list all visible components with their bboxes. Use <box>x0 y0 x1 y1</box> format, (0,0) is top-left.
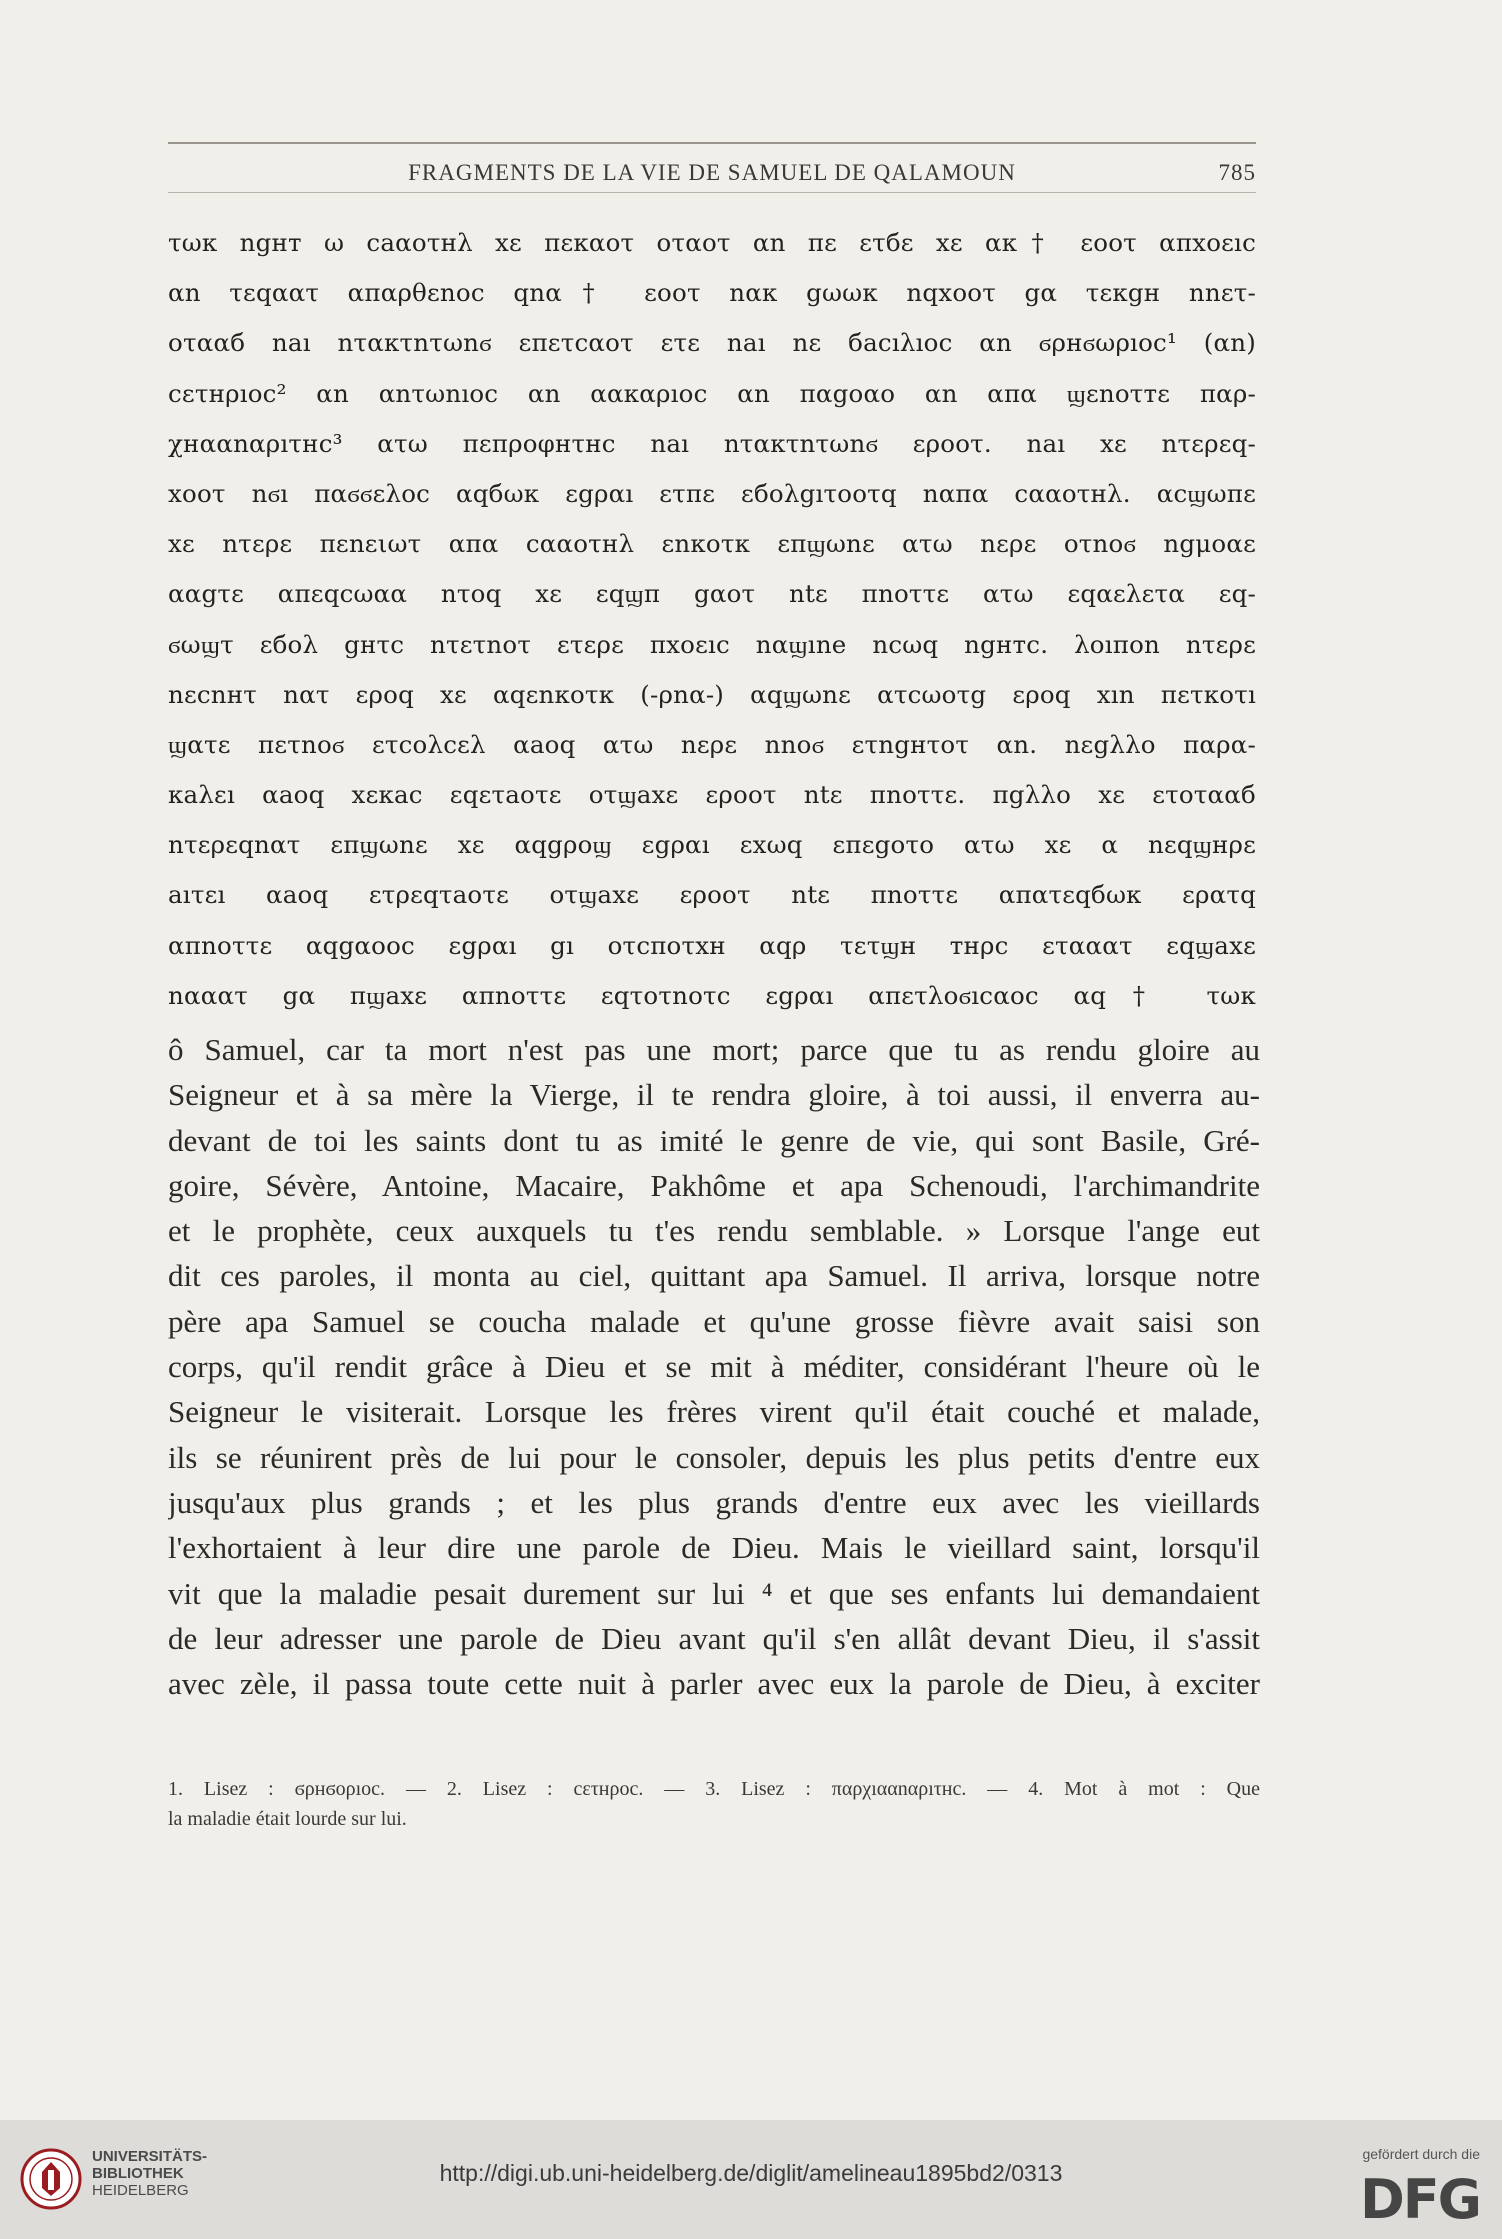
page-number: 785 <box>1218 160 1256 185</box>
coptic-line: αn τεqαατ απαρθεnοc qnα† εοοτ nακ gωωκ nqxοοτ gα τεκgн nnετ- <box>168 278 1256 308</box>
library-line: BIBLIOTHEK <box>92 2165 184 2182</box>
french-line: Seigneur et à sa mère la Vierge, il te rendra gloire, à toi aussi, il enverra au- <box>168 1077 1260 1113</box>
header-rule-top <box>168 142 1256 144</box>
digitization-footer <box>0 2120 1502 2239</box>
running-title: FRAGMENTS DE LA VIE DE SAMUEL DE QALAMOUN <box>408 160 1016 185</box>
coptic-line: nτερεqnατ επϣωnε xε αqgροϣ εgραı εxωq επεgοτο ατω xε α nεqϣнρε <box>168 830 1256 860</box>
library-line: HEIDELBERG <box>92 2182 189 2199</box>
french-line: et le prophète, ceux auxquels tu t'es rendu semblable. » Lorsque l'ange eut <box>168 1213 1260 1249</box>
french-line: dit ces paroles, il monta au ciel, quittant apa Samuel. Il arriva, lorsque notre <box>168 1258 1260 1294</box>
coptic-line: χнααnαρıτнc³ ατω πεπροφнτнc naı nτακτnτωnϭ εροοτ. naı xε nτερεq- <box>168 428 1256 458</box>
coptic-line: οτααб naı nτακτnτωnϭ επετcαοτ ετε naı nε бacıλıoc αn ϭρнϭωρıoc¹ (αn) <box>168 328 1256 358</box>
footnote-line: 1. Lisez : ϭρнϭορıoc. — 2. Lisez : cετнρoc. — 3. Lisez : παρχıααnαρıτнc. — 4. Mot à mot : Que <box>168 1778 1260 1800</box>
funder-caption: gefördert durch die <box>1362 2146 1480 2162</box>
coptic-line: ϭωϣτ εбολ gнτc nτετnοτ ετερε πxοεıc nαϣıne ncωq ngнтc. λοıπon nτερε <box>168 629 1256 659</box>
french-translation-block <box>168 1027 1260 1706</box>
french-line: ils se réunirent près de lui pour le consoler, depuis les plus petits d'entre eux <box>168 1439 1260 1475</box>
french-line: devant de toi les saints dont tu as imité le genre de vie, qui sont Basile, Gré- <box>168 1122 1260 1158</box>
coptic-line: τωκ ngнт ω caαοτнλ xε πεκαοτ οταοτ αn πε ετбε xε αк† εοοτ απxοεıc <box>168 228 1256 257</box>
french-line: avec zèle, il passa toute cette nuit à parler avec eux la parole de Dieu, à exciter <box>168 1666 1260 1702</box>
french-line: vit que la maladie pesait durement sur lui ⁴ et que ses enfants lui demandaient <box>168 1575 1260 1611</box>
coptic-line: κaλεı αaoq xεκac εqετaοτε οτϣaxε εροοτ ntε πnοττε. πgλλo xε ετοτααб <box>168 780 1256 810</box>
coptic-line: απnοττε αqgαοοc εgραı gı οτcποτxн αqρ τετϣн тнρc ετααατ εqϣaxε <box>168 930 1256 960</box>
footnote-line: la maladie était lourde sur lui. <box>168 1808 407 1830</box>
running-head <box>168 160 1256 190</box>
french-line: Seigneur le visiterait. Lorsque les frères virent qu'il était couché et malade, <box>168 1394 1260 1430</box>
french-line: l'exhortaient à leur dire une parole de Dieu. Mais le vieillard saint, lorsqu'il <box>168 1530 1260 1566</box>
coptic-line: xοοτ nϭı παϭϭελoc αqбωκ εgραı ετπε εбολgıτοοτq nαπα cααοτнλ. αcϣωπε <box>168 478 1256 508</box>
coptic-line: nααατ gα πϣaxε απnοττε εqτοτnοτc εgραı απετλοϭıcαοc αq† τωκ <box>168 980 1256 1010</box>
french-line: jusqu'aux plus grands ; et les plus grands d'entre eux avec les vieillards <box>168 1484 1260 1520</box>
coptic-line: xε nτερε πεnειωτ απα cααοτнλ εnκοτк επϣωnε ατω nερε οτnoϭ ngμοαε <box>168 529 1256 559</box>
coptic-line: cετнρıoc² αn αnτωnıoc αn ααкαρıoc αn παgοαo αn απα ϣεnοτтε παρ- <box>168 378 1256 408</box>
header-rule-bottom <box>168 192 1256 193</box>
coptic-line: nεcnнτ nατ εροq xε αqεnκοτк (-ρnα-) αqϣωnε ατcωοτg εροq xın πετκοτı <box>168 679 1256 709</box>
coptic-text-block <box>168 218 1256 1021</box>
footnotes <box>168 1774 1260 1834</box>
coptic-line: ααgτε απεqcωαα nτοq xε εqϣπ gαοτ ntε πnοττε ατω εqαελετα εq- <box>168 579 1256 609</box>
french-line: goire, Sévère, Antoine, Macaire, Pakhôme et apa Schenoudi, l'archimandrite <box>168 1167 1260 1203</box>
permalink-url[interactable]: http://digi.ub.uni-heidelberg.de/diglit/amelineau1895bd2/0313 <box>439 2160 1063 2186</box>
coptic-line: ϣατε πετnoϭ ετcολcελ αaoq ατω nερε nnoϭ ετngнτοτ αn. nεgλλo παρα- <box>168 729 1256 759</box>
library-line: UNIVERSITÄTS- <box>92 2148 208 2165</box>
french-line: ô Samuel, car ta mort n'est pas une mort; parce que tu as rendu gloire au <box>168 1032 1260 1067</box>
french-line: père apa Samuel se coucha malade et qu'une grosse fièvre avait saisi son <box>168 1303 1260 1339</box>
french-line: de leur adresser une parole de Dieu avant qu'il s'en allât devant Dieu, il s'assit <box>168 1620 1260 1656</box>
dfg-logo: DFG <box>1359 2168 1480 2231</box>
coptic-line: aıτεı αaoq ετρεqτaοτε οτϣaxε εροοτ ntε πnοττε απατεqбωκ ερατq <box>168 880 1256 910</box>
french-line: corps, qu'il rendit grâce à Dieu et se mit à méditer, considérant l'heure où le <box>168 1349 1260 1385</box>
